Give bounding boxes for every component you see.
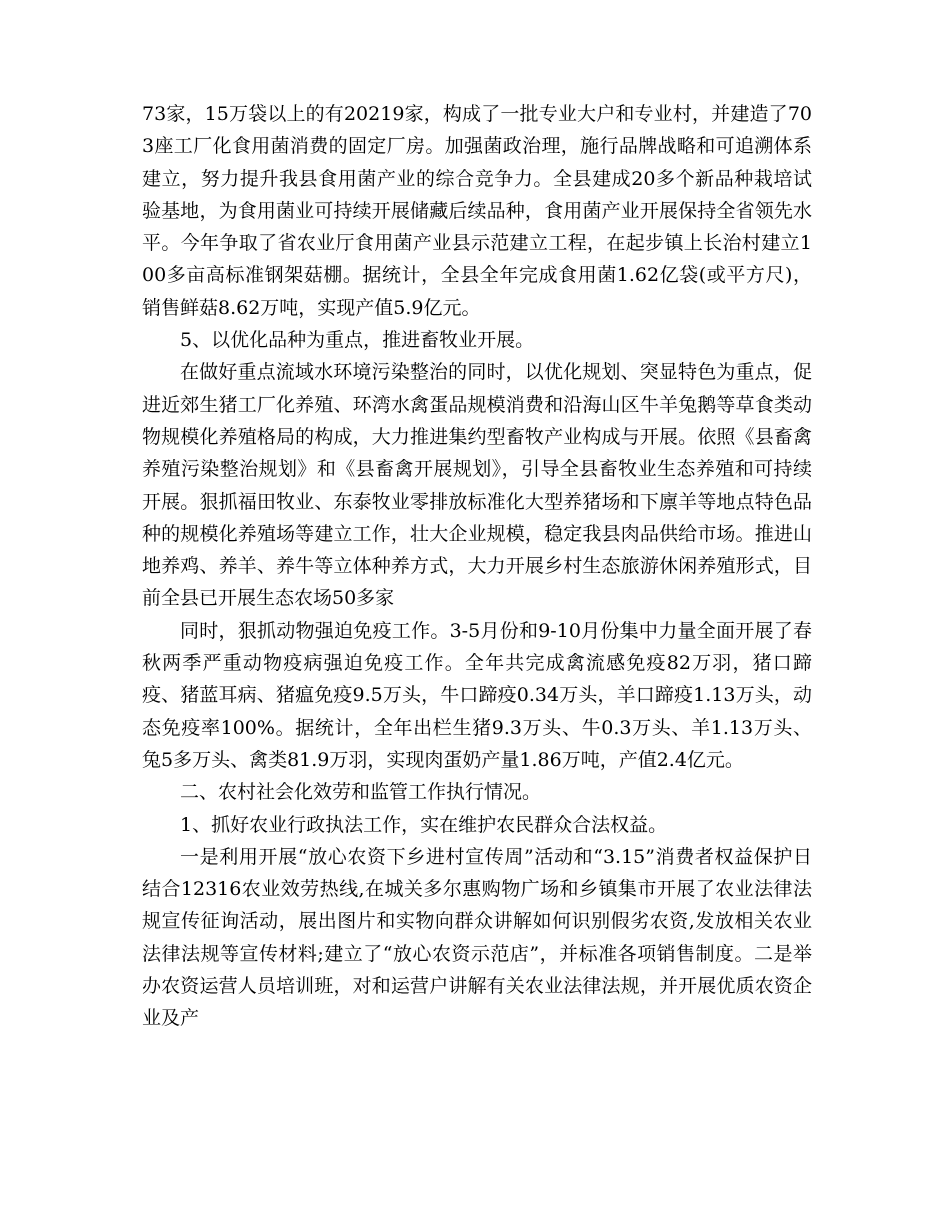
paragraph-law-enforcement: 一是利用开展“放心农资下乡进村宣传周”活动和“3.15”消费者权益保护日结合12316农业效劳热线,在城关多尔惠购物广场和乡镇集市开展了农业法律法规宣传征询活动，展出图片和实物向群众讲解如何识别假劣农资,发放相关农业法律法规等宣传材料;建立了“放心农资示范店”，并标准各项销售制度。二是举办农资运营人员培训班，对和运营户讲解有关农业法律法规，并开展优质农资企业及产 (142, 845, 812, 1030)
heading-law-enforcement: 1、抓好农业行政执法工作，实在维护农民群众合法权益。 (180, 813, 668, 836)
paragraph-livestock: 在做好重点流域水环境污染整治的同时，以优化规划、突显特色为重点，促进近郊生猪工厂化养殖、环湾水禽蛋品规模消费和沿海山区牛羊兔鹅等草食类动物规模化养殖格局的构成，大力推进集约型畜牧产业构成与开展。依照《县畜禽养殖污染整治规划》和《县畜禽开展规划》，引导全县畜牧业生态养殖和可持续开展。狠抓福田牧业、东泰牧业零排放标准化大型养猪场和下廪羊等地点特色品种的规模化养殖场等建立工作，壮大企业规模，稳定我县肉品供给市场。推进山地养鸡、养羊、养牛等立体种养方式，大力开展乡村生态旅游休闲养殖形式，目前全县已开展生态农场50多家 (142, 361, 812, 610)
heading-livestock: 5、以优化品种为重点，推进畜牧业开展。 (180, 329, 535, 352)
paragraph-mushroom-industry: 73家，15万袋以上的有20219家，构成了一批专业大户和专业村，并建造了703座工厂化食用菌消费的固定厂房。加强菌政治理，施行品牌战略和可追溯体系建立，努力提升我县食用菌产业的综合竞争力。全县建成20多个新品种栽培试验基地，为食用菌业可持续开展储藏后续品种，食用菌产业开展保持全省领先水平。今年争取了省农业厅食用菌产业县示范建立工程，在起步镇上长治村建立100多亩高标准钢架菇棚。据统计，全县全年完成食用菌1.62亿袋(或平方尺)，销售鲜菇8.62万吨，实现产值5.9亿元。 (142, 103, 812, 319)
heading-section-two: 二、农村社会化效劳和监管工作执行情况。 (180, 781, 542, 804)
document-page (142, 98, 812, 1035)
paragraph-immunization: 同时，狠抓动物强迫免疫工作。3-5月份和9-10月份集中力量全面开展了春秋两季严重动物疫病强迫免疫工作。全年共完成禽流感免疫82万羽，猪口蹄疫、猪蓝耳病、猪瘟免疫9.5万头，牛口蹄疫0.34万头，羊口蹄疫1.13万头，动态免疫率100%。据统计，全年出栏生猪9.3万头、牛0.3万头、羊1.13万头、兔5多万头、禽类81.9万羽，实现肉蛋奶产量1.86万吨，产值2.4亿元。 (142, 619, 812, 771)
